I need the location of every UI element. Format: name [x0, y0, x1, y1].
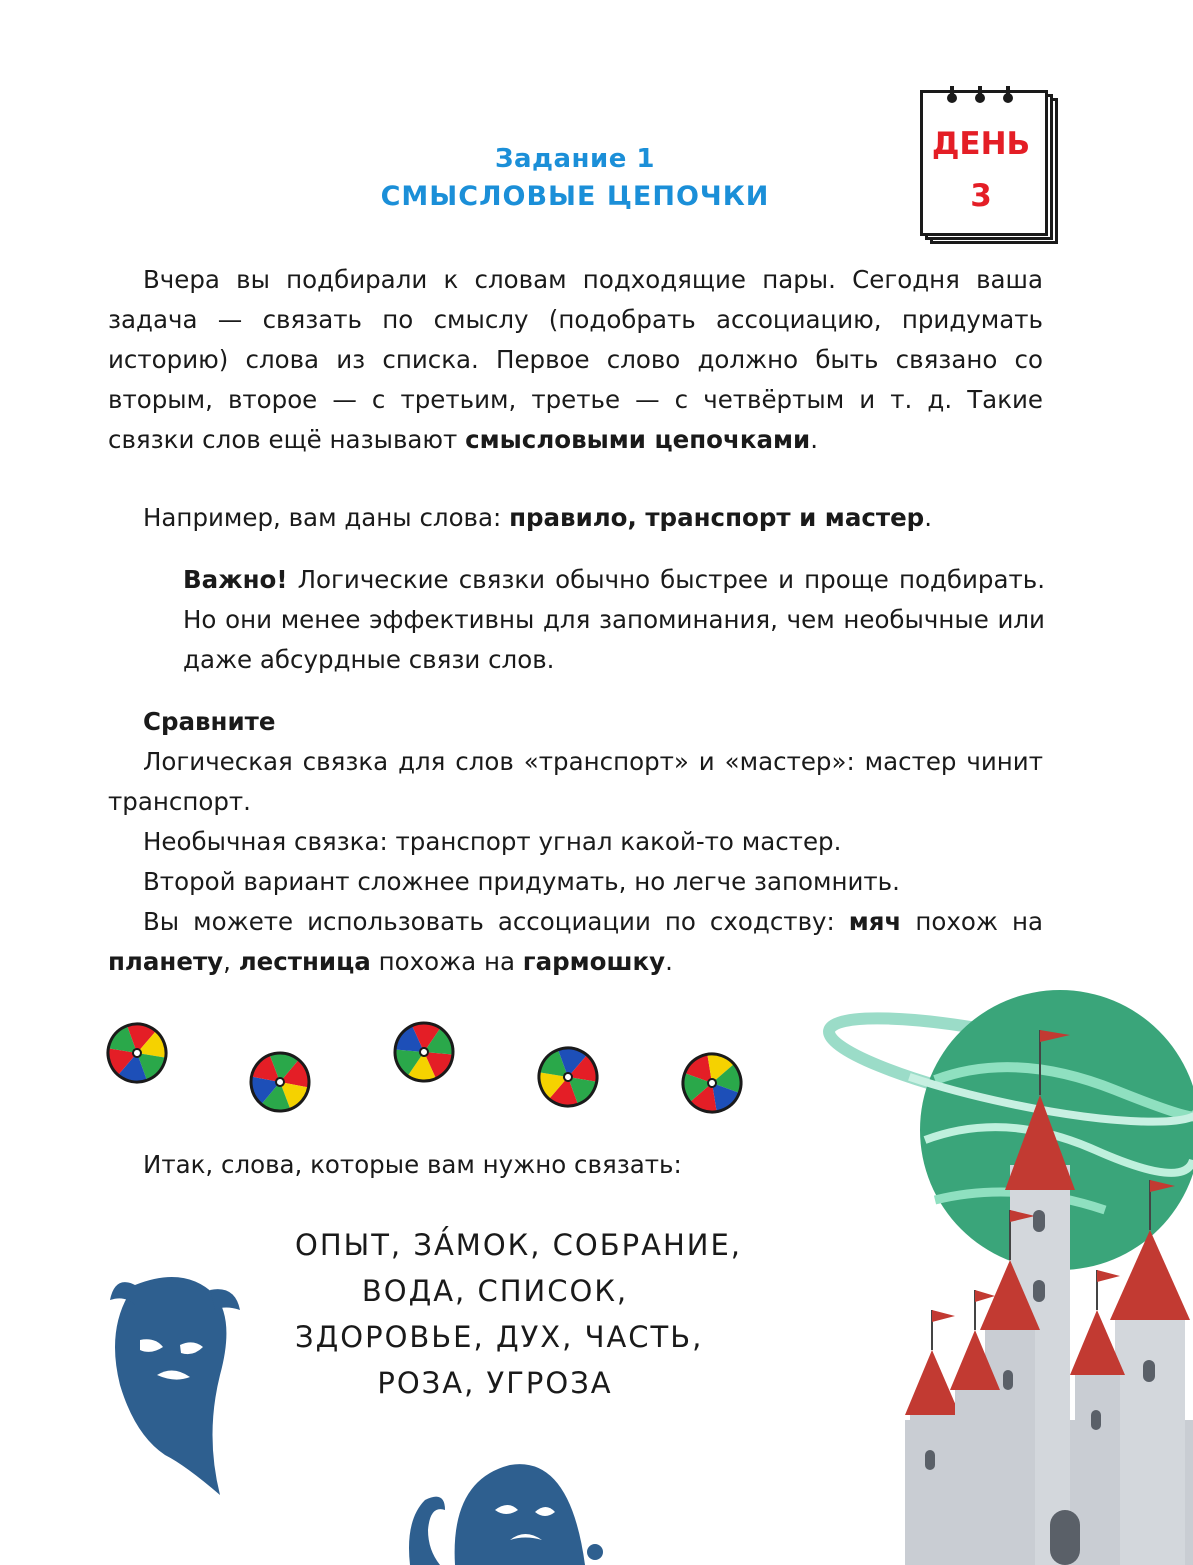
assoc-t1: Вы можете использовать ассоциации по сходству: [143, 907, 849, 936]
assoc-t5: . [665, 947, 673, 976]
compare-section [108, 702, 1043, 982]
compare-heading: Сравните [143, 707, 276, 736]
assoc-t3: , [223, 947, 239, 976]
day-calendar-badge [920, 86, 1060, 246]
intro-paragraph [108, 260, 1043, 460]
unusual-example: Необычная связка: транспорт угнал какой-то мастер. [143, 827, 842, 856]
intro-end: . [810, 425, 818, 454]
task-heading [300, 142, 850, 218]
calendar-day-label: ДЕНЬ [931, 126, 1031, 162]
calendar-day-number: 3 [970, 178, 992, 214]
assoc-t4: похожа на [370, 947, 523, 976]
word-line: РОЗА, УГРОЗА [377, 1366, 613, 1400]
important-note [183, 560, 1045, 680]
assoc-b2: планету [108, 947, 224, 976]
task-title: СМЫСЛОВЫЕ ЦЕПОЧКИ [380, 181, 770, 212]
example-paragraph [108, 498, 1043, 538]
example-end: . [924, 503, 933, 532]
calendar-rings-icon [942, 86, 1032, 106]
assoc-b1: мяч [848, 907, 902, 936]
second-variant: Второй вариант сложнее придумать, но легче запомнить. [143, 867, 900, 896]
example-words: правило, транспорт и мастер [509, 503, 925, 532]
intro-text: Вчера вы подбирали к словам подходящие пары. Сегодня ваша задача — связать по смыслу (подобрать ассоциацию, придумать историю) слова из списка. Первое слово должно быть связано со вторым, второе — с третьим, третье — с четвёртым и т. д. Такие связки слов ещё называют [108, 265, 1043, 454]
beach-balls-illustration [100, 1015, 760, 1125]
word-line: ВОДА, СПИСОК, [361, 1274, 629, 1308]
intro-term: смысловыми цепочками [465, 425, 811, 454]
planet-castle-illustration [815, 990, 1193, 1565]
logical-example: Логическая связка для слов «транспорт» и «мастер»: мастер чинит транспорт. [108, 747, 1043, 816]
assoc-t2: похож на [901, 907, 1043, 936]
word-list [295, 1222, 743, 1406]
words-lead: Итак, слова, которые вам нужно связать: [143, 1150, 682, 1179]
assoc-b3: лестница [238, 947, 371, 976]
note-text: Логические связки обычно быстрее и проще подбирать. Но они менее эффективны для запоминания, чем необычные или даже абсурдные связи слов. [183, 565, 1045, 674]
note-label: Важно! [183, 565, 288, 594]
ghost-illustration [95, 1265, 255, 1525]
association-example [108, 902, 1043, 982]
task-number: Задание 1 [494, 144, 656, 174]
bottom-ghost-illustration [400, 1440, 610, 1565]
word-line: ОПЫТ, ЗА́МОК, СОБРАНИЕ, [295, 1228, 743, 1262]
assoc-b4: гармошку [522, 947, 666, 976]
word-line: ЗДОРОВЬЕ, ДУХ, ЧАСТЬ, [295, 1320, 704, 1354]
example-text: Например, вам даны слова: [143, 503, 510, 532]
